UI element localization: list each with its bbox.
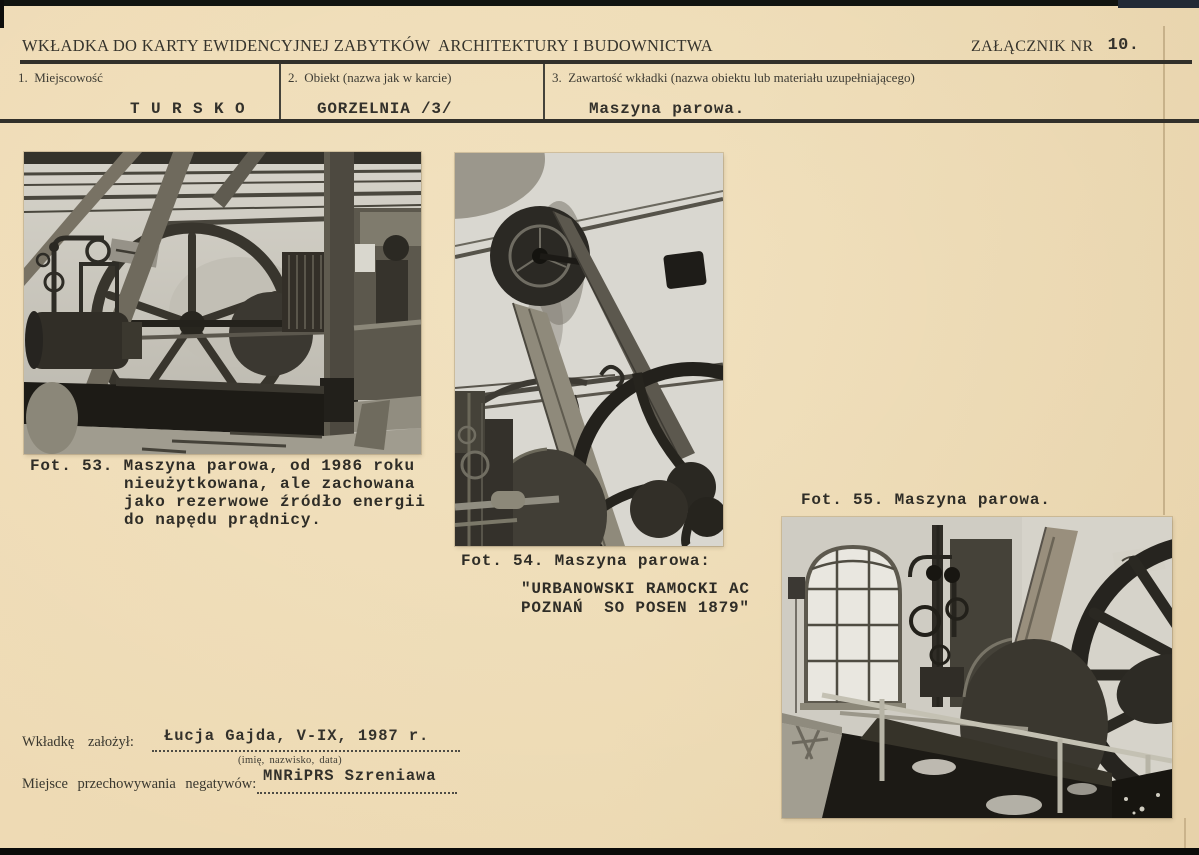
- field-label-zawartosc: 3. Zawartość wkładki (nazwa obiektu lub materiału uzupełniającego): [552, 70, 915, 85]
- scan-edge-top-right: [1118, 0, 1199, 8]
- caption-fot53-line: Fot. 53. Maszyna parowa, od 1986 roku: [30, 457, 415, 475]
- attachment-number-block: [971, 38, 1139, 57]
- field-value-zawartosc: Maszyna parowa.: [589, 100, 746, 118]
- card-fold-line-top: [1163, 26, 1165, 515]
- caption-fot53-line: jako rezerwowe źródło energii: [124, 493, 426, 511]
- founder-hint: (imię, nazwisko, data): [238, 755, 342, 766]
- rule-under-table: [0, 119, 1199, 123]
- table-divider-1: [279, 64, 281, 119]
- caption-fot53-line: do napędu prądnicy.: [124, 511, 322, 529]
- field-label-obiekt: 2. Obiekt (nazwa jak w karcie): [288, 70, 452, 85]
- form-title: WKŁADKA DO KARTY EWIDENCYJNEJ ZABYTKÓW ARCHITEKTURY I BUDOWNICTWA: [22, 36, 713, 55]
- photo-fot54-steam-engine: [455, 153, 723, 546]
- caption-fot53: [30, 457, 426, 529]
- photo-fot53-image: [24, 152, 421, 454]
- negatives-label: Miejsce przechowywania negatywów:: [22, 776, 257, 792]
- scan-edge-bottom: [0, 848, 1199, 855]
- founder-label: Wkładkę założył:: [22, 734, 134, 750]
- caption-fot54-inscription: [521, 580, 750, 617]
- photo-fot55-steam-engine: [782, 517, 1172, 818]
- field-value-miejscowosc: T U R S K O: [130, 100, 246, 118]
- caption-fot55: Fot. 55. Maszyna parowa.: [801, 491, 1051, 509]
- rule-under-title: [20, 60, 1192, 64]
- field-label-miejscowosc: 1. Miejscowość: [18, 70, 103, 85]
- table-divider-2: [543, 64, 545, 119]
- attachment-number: 10.: [1107, 36, 1140, 55]
- caption-fot54: Fot. 54. Maszyna parowa:: [461, 552, 711, 570]
- field-value-obiekt: GORZELNIA /3/: [317, 100, 453, 118]
- scan-edge-top: [0, 0, 1199, 6]
- caption-fot53-line: nieużytkowana, ale zachowana: [124, 475, 416, 493]
- negatives-value: MNRiPRS Szreniawa: [263, 767, 437, 785]
- photo-fot54-image: [455, 153, 723, 546]
- photo-fot55-image: [782, 517, 1172, 818]
- attachment-label: ZAŁĄCZNIK NR: [971, 38, 1094, 55]
- scan-edge-left: [0, 0, 4, 28]
- founder-value: Łucja Gajda, V-IX, 1987 r.: [164, 727, 430, 745]
- photo-fot53-steam-engine: [24, 152, 421, 454]
- caption-fot54-inscription-line: "URBANOWSKI RAMOCKI AC: [521, 580, 750, 598]
- caption-fot54-inscription-line: POZNAŃ SO POSEN 1879": [521, 598, 750, 617]
- card-fold-line-bottom: [1184, 818, 1186, 848]
